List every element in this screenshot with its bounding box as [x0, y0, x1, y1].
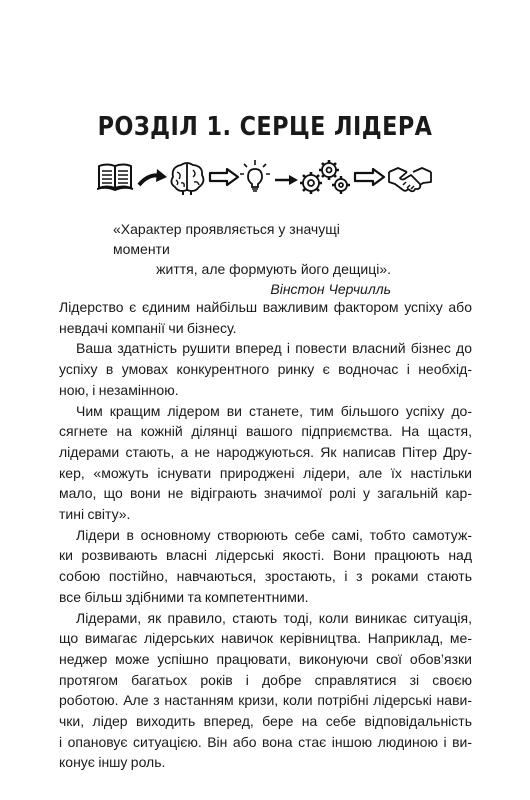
chapter-body — [59, 297, 472, 773]
paragraph — [59, 338, 472, 400]
text-line: Лідерство є єдиним найбільш важливим фактором успіху або — [59, 299, 472, 315]
text-line: невдачі компанії чи бізнесу. — [59, 319, 237, 336]
text-line: ки розвивають власні лідерські якості. Вони працюють над — [59, 547, 472, 564]
text-line: Ваша здатність рушити вперед і повести власний бізнес до — [76, 340, 472, 357]
paragraph — [59, 297, 472, 338]
gears-icon — [300, 160, 350, 194]
text-line: кер, «можуть існувати природжені лідери, але їх настільки — [59, 464, 472, 481]
arrow-right-icon — [275, 175, 298, 185]
text-line: все більш здібними та компетентними. — [59, 588, 309, 605]
text-line: тині світу». — [59, 506, 131, 523]
arrow-right-icon — [139, 169, 167, 185]
paragraph — [59, 608, 472, 774]
text-line: Лідерами, як правило, стають тоді, коли виникає ситуація, — [76, 609, 472, 626]
text-line: лідерами стають, а не народжуються. Як написав Пітер Дру- — [59, 443, 472, 460]
handshake-icon — [389, 168, 431, 191]
text-line: Лідери в основному створюють себе самі, тобто самотуж- — [76, 526, 472, 543]
quote-line: «Характер проявляється у значущі моменти — [113, 221, 340, 257]
text-line: мало, що вони не відіграють значимої ролі у загальній кар- — [59, 485, 472, 502]
text-line: і опановує ситуацією. Він або вона стає іншою людиною і ви- — [59, 733, 472, 750]
arrow-right-icon — [355, 169, 384, 185]
epigraph-quote — [113, 219, 393, 299]
text-line: успіху в умовах конкурентного ринку є водночас і необхід- — [59, 361, 472, 378]
arrow-right-icon — [210, 169, 238, 185]
text-line: сягнете на кожній ділянці вашого підприємства. На щастя, — [59, 423, 472, 440]
quote-line: життя, але формують його дещиці». — [156, 261, 391, 277]
book-icon — [97, 165, 133, 191]
text-line: Чим кращим лідером ви станете, тим більшого успіху до- — [76, 402, 472, 419]
quote-author: Вінстон Черчилль — [270, 281, 391, 297]
text-line: що вимагає лідерських навичок керівництва. Наприклад, ме- — [59, 630, 472, 647]
text-line: собою постійно, навчаються, зростають, і з роками стають — [59, 568, 472, 585]
paragraph — [59, 525, 472, 608]
paragraph — [59, 401, 472, 525]
lightbulb-icon — [240, 160, 270, 191]
text-line: чки, лідер виходить вперед, бере на себе відповідальність — [59, 713, 472, 730]
text-line: неджер може успішно працювати, виконуючи свої обов’язки — [59, 650, 472, 667]
text-line: протягом багатьох років і добре справлятися зі своєю — [59, 671, 472, 688]
chapter-icon-strip — [97, 158, 433, 196]
text-line: ною, і незамінною. — [59, 381, 179, 398]
text-line: конує іншу роль. — [59, 754, 166, 771]
brain-icon — [171, 163, 203, 195]
chapter-title: РОЗДІЛ 1. СЕРЦЕ ЛІДЕРА — [97, 112, 433, 142]
text-line: роботою. Але з настанням кризи, коли потрібні лідерські нави- — [59, 692, 472, 709]
